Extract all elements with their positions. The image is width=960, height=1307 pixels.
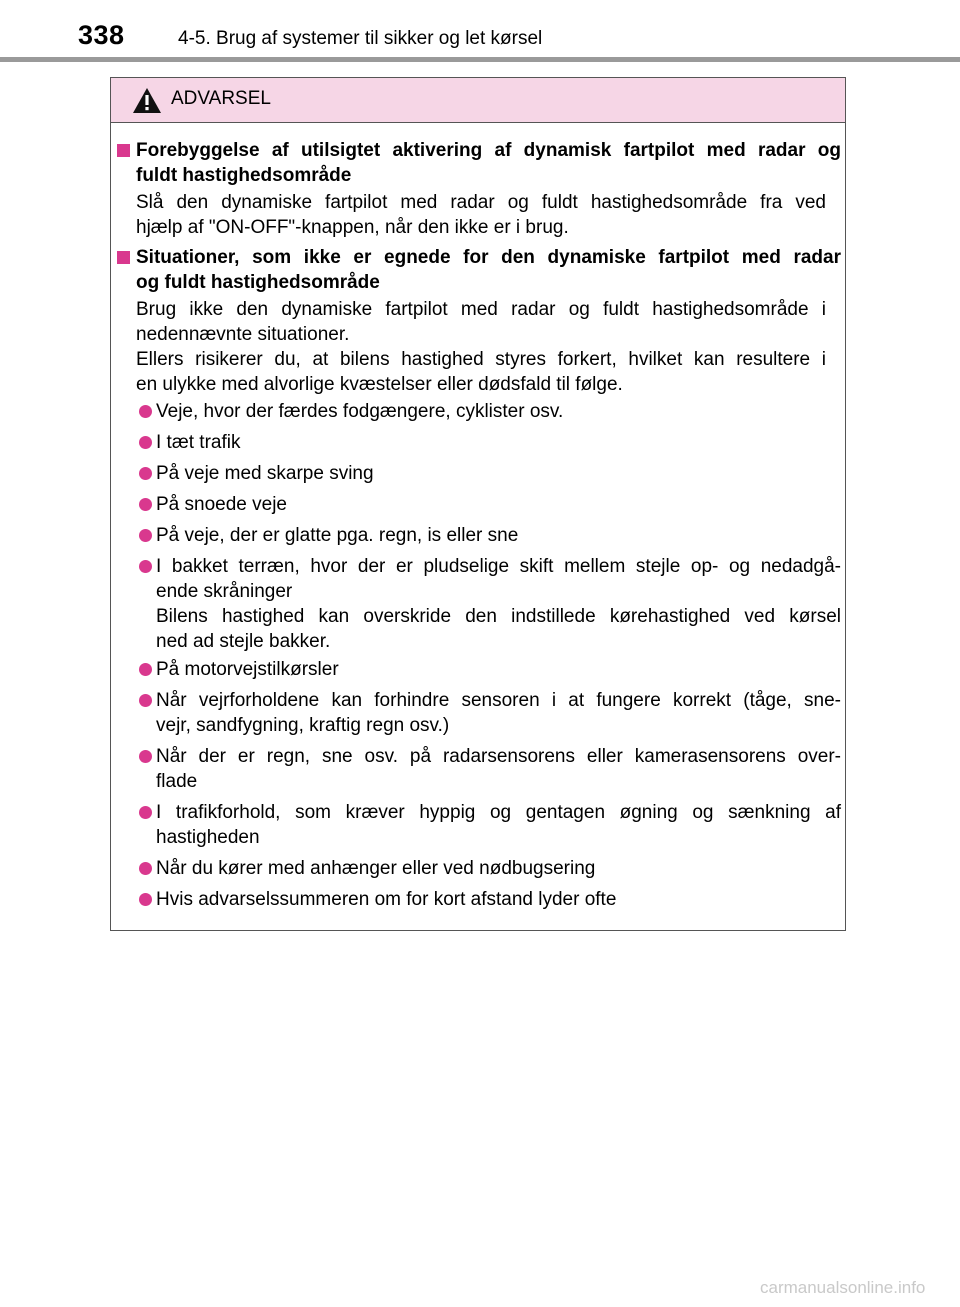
list-item-line: På motorvejstilkørsler bbox=[156, 659, 339, 680]
list-item-line: Når du kører med anhænger eller ved nødbugsering bbox=[156, 858, 596, 879]
list-item-text bbox=[156, 688, 841, 738]
paragraph-line: hjælp af "ON-OFF"-knappen, når den ikke er i brug. bbox=[136, 217, 569, 238]
heading-line: Forebyggelse af utilsigtet aktivering af dynamisk fartpilot med radar og bbox=[136, 140, 841, 161]
list-item-line: flade bbox=[156, 771, 198, 792]
list-item-line: I trafikforhold, som kræver hyppig og gentagen øgning og sænkning af bbox=[156, 802, 841, 823]
list-item-line: Når vejrforholdene kan forhindre sensoren i at fungere korrekt (tåge, sne- bbox=[156, 690, 841, 711]
watermark: carmanualsonline.info bbox=[760, 1278, 926, 1297]
square-bullet-icon bbox=[117, 144, 130, 157]
page-number: 338 bbox=[78, 20, 125, 50]
section-heading bbox=[136, 245, 841, 295]
paragraph-line: en ulykke med alvorlige kvæstelser eller dødsfald til følge. bbox=[136, 374, 623, 395]
list-item-line: Bilens hastighed kan overskride den indstillede kørehastighed ved kørsel bbox=[156, 606, 841, 627]
square-bullet-icon bbox=[117, 251, 130, 264]
list-item-text bbox=[156, 399, 841, 424]
list-item-line: vejr, sandfygning, kraftig regn osv.) bbox=[156, 715, 450, 736]
list-item-text bbox=[156, 554, 841, 654]
list-item-text bbox=[156, 461, 841, 486]
round-bullet-icon bbox=[139, 862, 152, 875]
round-bullet-icon bbox=[139, 467, 152, 480]
list-item-line: I bakket terræn, hvor der er pludselige skift mellem stejle op- og nedadgå- bbox=[156, 556, 841, 577]
list-item-text bbox=[156, 523, 841, 548]
list-item-text bbox=[156, 430, 841, 455]
heading-line: fuldt hastighedsområde bbox=[136, 165, 352, 186]
list-item-text bbox=[156, 657, 841, 682]
round-bullet-icon bbox=[139, 405, 152, 418]
paragraph-line: Ellers risikerer du, at bilens hastighed styres forkert, hvilket kan resultere i bbox=[136, 349, 826, 370]
list-item-line: Veje, hvor der færdes fodgængere, cyklister osv. bbox=[156, 401, 564, 422]
page-header bbox=[0, 0, 960, 60]
section-title: 4-5. Brug af systemer til sikker og let kørsel bbox=[178, 28, 543, 49]
list-item-line: På veje, der er glatte pga. regn, is eller sne bbox=[156, 525, 519, 546]
list-item-line: hastigheden bbox=[156, 827, 260, 848]
header-rule bbox=[0, 57, 960, 62]
list-item-line: ned ad stejle bakker. bbox=[156, 631, 331, 652]
round-bullet-icon bbox=[139, 529, 152, 542]
round-bullet-icon bbox=[139, 893, 152, 906]
list-item-line: Når der er regn, sne osv. på radarsensorens eller kamerasensorens over- bbox=[156, 746, 841, 767]
list-item-line: ende skråninger bbox=[156, 581, 293, 602]
round-bullet-icon bbox=[139, 750, 152, 763]
round-bullet-icon bbox=[139, 498, 152, 511]
round-bullet-icon bbox=[139, 560, 152, 573]
list-item-text bbox=[156, 744, 841, 794]
section-paragraph bbox=[136, 297, 826, 397]
section-heading bbox=[136, 138, 841, 188]
paragraph-line: Brug ikke den dynamiske fartpilot med radar og fuldt hastighedsområde i bbox=[136, 299, 826, 320]
round-bullet-icon bbox=[139, 663, 152, 676]
section-paragraph bbox=[136, 190, 826, 240]
list-item-line: På veje med skarpe sving bbox=[156, 463, 374, 484]
warning-box bbox=[110, 77, 846, 931]
list-item-line: På snoede veje bbox=[156, 494, 287, 515]
list-item-text bbox=[156, 800, 841, 850]
warning-header bbox=[111, 78, 845, 123]
heading-line: Situationer, som ikke er egnede for den dynamiske fartpilot med radar bbox=[136, 247, 841, 268]
list-item-line: Hvis advarselssummeren om for kort afstand lyder ofte bbox=[156, 889, 617, 910]
round-bullet-icon bbox=[139, 806, 152, 819]
round-bullet-icon bbox=[139, 694, 152, 707]
heading-line: og fuldt hastighedsområde bbox=[136, 272, 380, 293]
round-bullet-icon bbox=[139, 436, 152, 449]
list-item-text bbox=[156, 856, 841, 881]
warning-triangle-icon bbox=[132, 87, 162, 114]
paragraph-line: Slå den dynamiske fartpilot med radar og fuldt hastighedsområde fra ved bbox=[136, 192, 826, 213]
list-item-line: I tæt trafik bbox=[156, 432, 241, 453]
list-item-text bbox=[156, 492, 841, 517]
list-item-text bbox=[156, 887, 841, 912]
warning-label: ADVARSEL bbox=[171, 88, 271, 109]
paragraph-line: nedennævnte situationer. bbox=[136, 324, 350, 345]
